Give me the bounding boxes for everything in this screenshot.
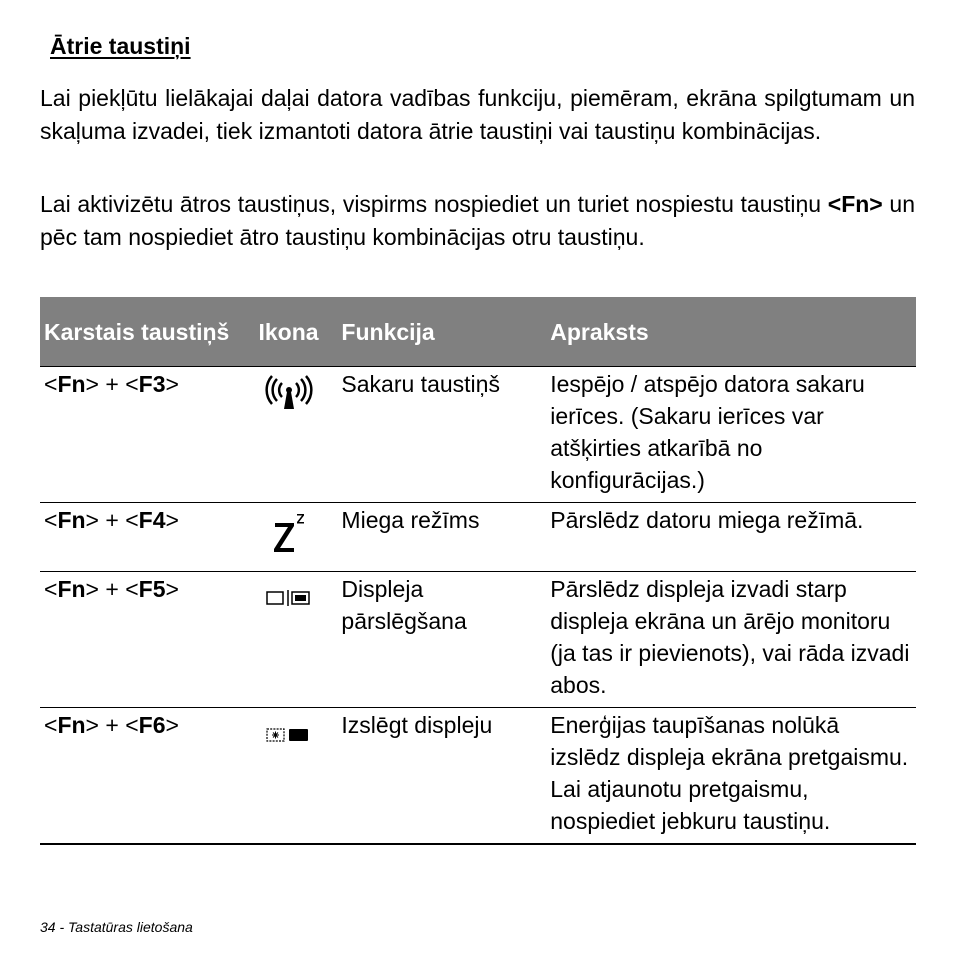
plus-sign: + <box>98 507 126 533</box>
display-off-icon <box>264 725 314 745</box>
header-hotkey: Karstais taustiņš <box>44 318 230 345</box>
hotkeys-table <box>40 297 916 845</box>
function-cell: Displeja pārslēgšana <box>337 572 546 708</box>
fn-key: Fn <box>57 507 86 533</box>
instruction-text-before: Lai aktivizētu ātros taustiņus, vispirms nospiediet un turiet nospiestu taustiņu <box>40 191 828 217</box>
wireless-icon <box>263 373 315 413</box>
header-icon: Ikona <box>258 318 319 345</box>
sleep-icon <box>264 507 314 557</box>
icon-cell <box>240 503 338 572</box>
table-row <box>40 572 916 708</box>
description-cell: Iespējo / atspējo datora sakaru ierīces. (Sakaru ierīces var atšķirties atkarībā no konfigurācijas.) <box>546 367 916 503</box>
page-footer: 34 - Tastatūras lietošana <box>40 919 193 935</box>
description-cell: Pārslēdz datoru miega režīmā. <box>546 503 916 572</box>
table-row <box>40 503 916 572</box>
plus-sign: + <box>98 371 126 397</box>
display-toggle-icon <box>264 587 314 609</box>
description-cell: Pārslēdz displeja izvadi starp displeja ekrāna un ārējo monitoru (ja tas ir pievienots), vai rāda izvadi abos. <box>546 572 916 708</box>
hotkey-cell: <Fn> + <F6> <box>40 708 240 845</box>
fn-key: Fn <box>57 576 86 602</box>
intro-paragraph: Lai piekļūtu lielākajai daļai datora vadības funkciju, piemēram, ekrāna spilgtumam un skaļuma izvadei, tiek izmantoti datora ātrie taustiņi vai taustiņu kombinācijas. <box>40 85 915 144</box>
function-key: F5 <box>138 576 166 602</box>
header-function: Funkcija <box>341 318 435 345</box>
icon-cell <box>240 708 338 845</box>
function-key: F6 <box>138 712 166 738</box>
plus-sign: + <box>98 576 126 602</box>
function-key: F4 <box>138 507 166 533</box>
header-description: Apraksts <box>550 318 649 345</box>
fn-key-label: <Fn> <box>827 191 883 217</box>
plus-sign: + <box>98 712 126 738</box>
section-heading: Ātrie taustiņi <box>50 33 191 59</box>
table-row <box>40 367 916 503</box>
fn-key: Fn <box>57 712 86 738</box>
table-row <box>40 708 916 845</box>
description-cell: Enerģijas taupīšanas nolūkā izslēdz displeja ekrāna pretgaismu. Lai atjaunotu pretgaismu, nospiediet jebkuru taustiņu. <box>546 708 916 845</box>
function-cell: Miega režīms <box>337 503 546 572</box>
function-cell: Sakaru taustiņš <box>337 367 546 503</box>
instruction-text-after: un pēc tam nospiediet ātro taustiņu kombinācijas otru taustiņu. <box>40 191 915 250</box>
instruction-paragraph <box>40 188 915 253</box>
function-key: F3 <box>138 371 166 397</box>
hotkey-cell: <Fn> + <F3> <box>40 367 240 503</box>
icon-cell <box>240 367 338 503</box>
hotkey-cell: <Fn> + <F4> <box>40 503 240 572</box>
table-header-row <box>40 297 916 367</box>
hotkey-cell: <Fn> + <F5> <box>40 572 240 708</box>
icon-cell <box>240 572 338 708</box>
fn-key: Fn <box>57 371 86 397</box>
function-cell: Izslēgt displeju <box>337 708 546 845</box>
